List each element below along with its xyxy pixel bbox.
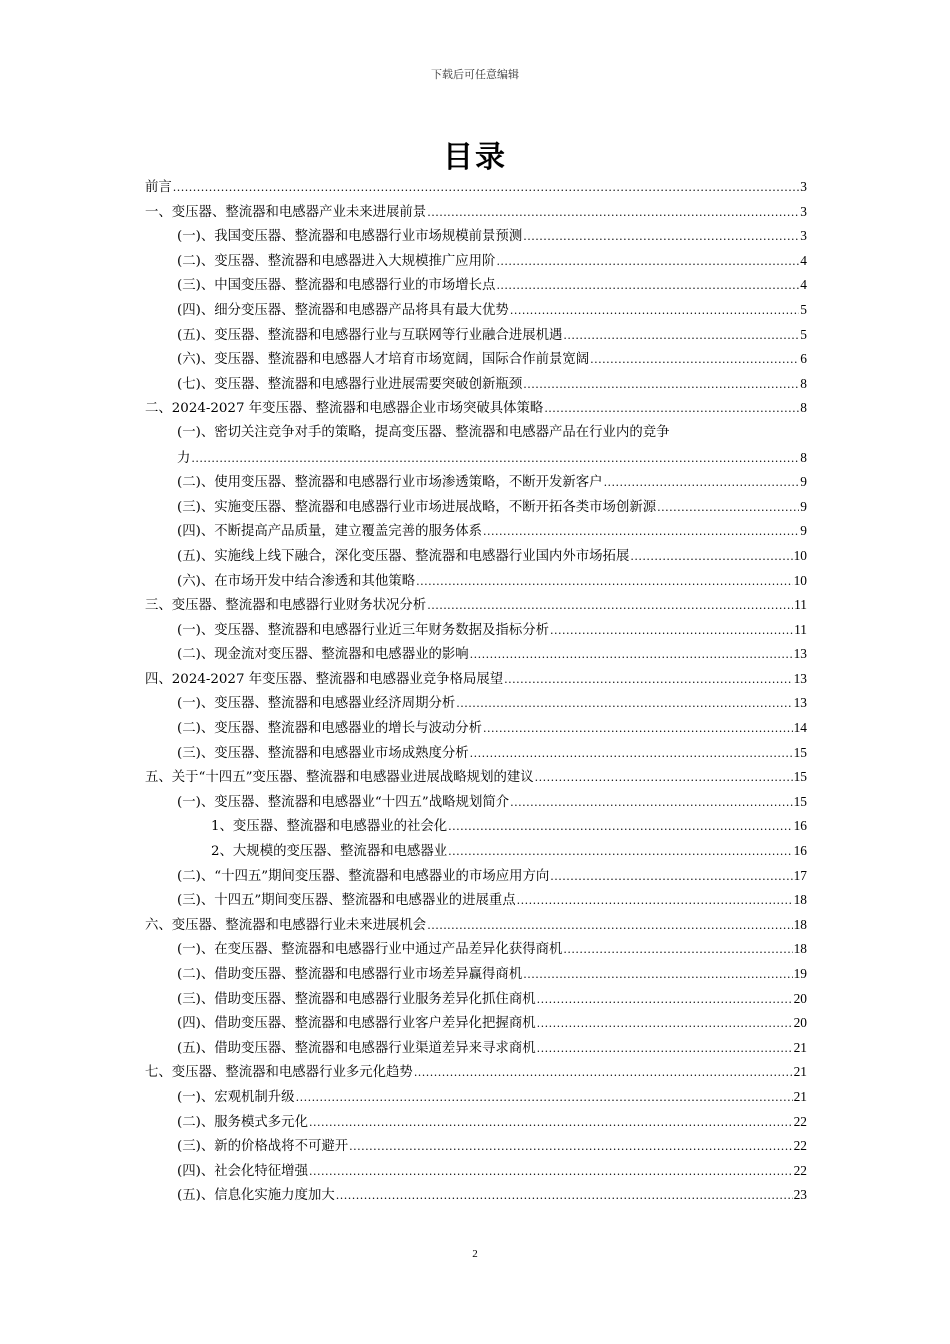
toc-leader-dots <box>414 1061 793 1086</box>
toc-entry-page: 21 <box>793 1064 807 1080</box>
toc-entry[interactable] <box>145 593 807 618</box>
toc-entry-text: 三、变压器、整流器和电感器行业财务状况分析 <box>145 598 427 614</box>
toc-entry[interactable] <box>145 249 807 274</box>
toc-entry-text: (二)、变压器、整流器和电感器进入大规模推广应用阶 <box>177 253 496 269</box>
toc-entry-page: 22 <box>793 1138 807 1154</box>
toc-leader-dots <box>483 520 799 545</box>
toc-entry-text: (一)、变压器、整流器和电感器行业近三年财务数据及指标分析 <box>177 622 549 638</box>
toc-leader-dots <box>470 742 793 767</box>
toc-leader-dots <box>550 619 793 644</box>
toc-entry-text: 五、关于“十四五”变压器、整流器和电感器业进展战略规划的建议 <box>145 770 534 786</box>
toc-entry-text: (二)、变压器、整流器和电感器业的增长与波动分析 <box>177 721 483 737</box>
toc-leader-dots <box>590 348 799 373</box>
toc-entry-page: 22 <box>793 1113 807 1129</box>
toc-leader-dots <box>550 865 792 890</box>
toc-entry-text: (一)、变压器、整流器和电感器业经济周期分析 <box>177 696 456 712</box>
toc-leader-dots <box>349 1135 792 1160</box>
toc-entry[interactable] <box>145 323 807 348</box>
toc-entry[interactable] <box>145 839 807 864</box>
toc-entry-text: (二)、“十四五”期间变压器、整流器和电感器业的市场应用方向 <box>177 868 550 884</box>
toc-entry-page: 11 <box>794 621 807 637</box>
toc-entry-page: 16 <box>793 843 807 859</box>
toc-entry-page: 9 <box>800 523 807 539</box>
toc-entry[interactable] <box>145 446 807 471</box>
toc-leader-dots <box>309 1160 793 1185</box>
toc-entry-page: 20 <box>793 1015 807 1031</box>
toc-entry-page: 18 <box>793 916 807 932</box>
toc-entry[interactable] <box>145 569 807 594</box>
toc-entry-text: (六)、在市场开发中结合渗透和其他策略 <box>177 573 416 589</box>
toc-entry-page: 8 <box>800 400 807 416</box>
toc-entry-text: (三)、借助变压器、整流器和电感器行业服务差异化抓住商机 <box>177 991 536 1007</box>
toc-leader-dots <box>470 643 793 668</box>
toc-entry-text: 一、变压器、整流器和电感器产业未来进展前景 <box>145 204 427 220</box>
toc-entry[interactable] <box>145 1060 807 1085</box>
table-of-contents <box>145 175 807 1208</box>
toc-leader-dots <box>296 1086 793 1111</box>
toc-entry-page: 18 <box>793 941 807 957</box>
toc-leader-dots <box>657 496 799 521</box>
toc-entry[interactable] <box>145 1159 807 1184</box>
toc-entry-text: (五)、借助变压器、整流器和电感器行业渠道差异来寻求商机 <box>177 1040 536 1056</box>
toc-entry-page: 13 <box>793 670 807 686</box>
toc-leader-dots <box>563 324 799 349</box>
toc-leader-dots <box>604 471 800 496</box>
toc-leader-dots <box>517 889 793 914</box>
toc-entry-text: (四)、不断提高产品质量，建立覆盖完善的服务体系 <box>177 524 483 540</box>
toc-entry[interactable] <box>145 1110 807 1135</box>
toc-entry-text: (二)、使用变压器、整流器和电感器行业市场渗透策略，不断开发新客户 <box>177 475 603 491</box>
toc-entry[interactable] <box>145 864 807 889</box>
toc-entry-page: 8 <box>800 449 807 465</box>
toc-entry[interactable] <box>145 298 807 323</box>
toc-leader-dots <box>523 963 792 988</box>
toc-entry-page: 18 <box>793 892 807 908</box>
toc-entry[interactable] <box>145 691 807 716</box>
toc-leader-dots <box>309 1111 793 1136</box>
toc-entry-text: (六)、变压器、整流器和电感器人才培育市场宽阔，国际合作前景宽阔 <box>177 352 590 368</box>
toc-entry-text: 力 <box>177 450 191 466</box>
toc-entry-page: 15 <box>793 744 807 760</box>
toc-entry[interactable] <box>145 937 807 962</box>
toc-leader-dots <box>427 914 792 939</box>
toc-entry[interactable] <box>145 200 807 225</box>
toc-entry-text: 七、变压器、整流器和电感器行业多元化趋势 <box>145 1065 413 1081</box>
toc-entry-page: 3 <box>800 179 807 194</box>
toc-entry-text: (三)、实施变压器、整流器和电感器行业市场进展战略，不断开拓各类市场创新源 <box>177 499 657 515</box>
toc-entry[interactable] <box>145 618 807 643</box>
toc-entry-page: 11 <box>794 597 807 613</box>
toc-entry[interactable] <box>145 741 807 766</box>
toc-entry[interactable] <box>145 519 807 544</box>
toc-entry[interactable] <box>145 421 807 446</box>
toc-leader-dots <box>537 1037 793 1062</box>
toc-leader-dots <box>544 397 799 422</box>
toc-entry[interactable] <box>145 470 807 495</box>
toc-entry-text: 六、变压器、整流器和电感器行业未来进展机会 <box>145 917 427 933</box>
toc-entry[interactable] <box>145 814 807 839</box>
toc-entry-page: 10 <box>793 547 807 563</box>
toc-entry-page: 15 <box>793 793 807 809</box>
toc-entry-page: 21 <box>793 1088 807 1104</box>
toc-entry[interactable] <box>145 1085 807 1110</box>
toc-entry-page: 6 <box>800 351 807 367</box>
toc-entry-text: (二)、现金流对变压器、整流器和电感器业的影响 <box>177 647 469 663</box>
toc-leader-dots <box>483 717 793 742</box>
toc-entry-page: 21 <box>793 1039 807 1055</box>
toc-entry-text: (一)、我国变压器、整流器和电感器行业市场规模前景预测 <box>177 229 523 245</box>
toc-entry-page: 17 <box>793 867 807 883</box>
toc-entry-text: (一)、宏观机制升级 <box>177 1089 295 1105</box>
toc-entry-page: 15 <box>793 769 807 785</box>
toc-leader-dots <box>537 1012 793 1037</box>
toc-entry[interactable] <box>145 273 807 298</box>
toc-leader-dots <box>427 201 799 226</box>
page-number: 2 <box>472 1248 478 1260</box>
toc-entry-text: (一)、变压器、整流器和电感器业“十四五”战略规划简介 <box>177 794 510 810</box>
toc-entry[interactable] <box>145 544 807 569</box>
toc-entry-text: (一)、密切关注竞争对手的策略，提高变压器、整流器和电感器产品在行业内的竞争 <box>177 424 670 440</box>
toc-entry-page: 22 <box>793 1162 807 1178</box>
toc-entry-text: (二)、服务模式多元化 <box>177 1114 308 1130</box>
toc-leader-dots <box>427 594 793 619</box>
toc-entry-text: (四)、社会化特征增强 <box>177 1163 308 1179</box>
toc-leader-dots <box>191 447 799 472</box>
toc-leader-dots <box>173 176 800 201</box>
toc-entry[interactable] <box>145 1036 807 1061</box>
toc-leader-dots <box>448 840 792 865</box>
toc-entry-page: 20 <box>793 990 807 1006</box>
toc-entry-text: (四)、细分变压器、整流器和电感器产品将具有最大优势 <box>177 302 509 318</box>
toc-entry-text: 1、变压器、整流器和电感器业的社会化 <box>211 819 448 835</box>
toc-entry-page: 19 <box>793 966 807 981</box>
toc-entry-text: (三)、新的价格战将不可避开 <box>177 1139 349 1155</box>
toc-entry-page: 10 <box>793 572 807 588</box>
toc-leader-dots <box>336 1184 793 1209</box>
toc-entry-page: 16 <box>793 818 807 834</box>
toc-entry[interactable] <box>145 347 807 372</box>
toc-entry-page: 4 <box>800 252 807 268</box>
toc-entry-page: 13 <box>793 646 807 662</box>
toc-entry-text: 四、2024-2027 年变压器、整流器和电感器业竞争格局展望 <box>145 671 504 687</box>
toc-entry-text: (七)、变压器、整流器和电感器行业进展需要突破创新瓶颈 <box>177 376 523 392</box>
toc-leader-dots <box>563 938 792 963</box>
toc-entry-text: (二)、借助变压器、整流器和电感器行业市场差异赢得商机 <box>177 967 523 982</box>
toc-leader-dots <box>504 668 792 693</box>
toc-entry[interactable] <box>145 1183 807 1208</box>
page-title: 目录 <box>443 140 507 175</box>
toc-leader-dots <box>448 815 792 840</box>
toc-leader-dots <box>630 545 792 570</box>
toc-entry-text: (五)、实施线上线下融合，深化变压器、整流器和电感器行业国内外市场拓展 <box>177 548 630 564</box>
toc-entry[interactable] <box>145 372 807 397</box>
toc-entry[interactable] <box>145 765 807 790</box>
toc-entry-text: (五)、信息化实施力度加大 <box>177 1188 335 1204</box>
toc-entry-page: 9 <box>800 498 807 514</box>
toc-entry-page: 23 <box>793 1187 807 1203</box>
toc-entry[interactable] <box>145 987 807 1012</box>
toc-entry[interactable] <box>145 1134 807 1159</box>
toc-entry[interactable] <box>145 224 807 249</box>
toc-leader-dots <box>535 766 793 791</box>
toc-entry[interactable] <box>145 1011 807 1036</box>
toc-leader-dots <box>510 299 799 324</box>
toc-leader-dots <box>416 570 793 595</box>
toc-entry-page: 4 <box>800 277 807 293</box>
toc-leader-dots <box>523 225 799 250</box>
toc-entry[interactable] <box>145 642 807 667</box>
toc-entry-text: 2、大规模的变压器、整流器和电感器业 <box>211 844 448 860</box>
toc-leader-dots <box>496 274 799 299</box>
toc-entry-text: 二、2024-2027 年变压器、整流器和电感器企业市场突破具体策略 <box>145 401 544 417</box>
toc-entry-page: 5 <box>800 301 807 317</box>
toc-entry[interactable] <box>145 495 807 520</box>
toc-entry-text: (三)、中国变压器、整流器和电感器行业的市场增长点 <box>177 278 496 294</box>
toc-leader-dots <box>537 988 793 1013</box>
toc-entry[interactable] <box>145 716 807 741</box>
header-note: 下载后可任意编辑 <box>431 68 519 81</box>
toc-leader-dots <box>523 373 799 398</box>
toc-entry[interactable] <box>145 913 807 938</box>
toc-entry-page: 9 <box>800 474 807 490</box>
toc-entry-page: 13 <box>793 695 807 711</box>
toc-entry-page: 14 <box>793 720 807 736</box>
toc-entry-text: (三)、十四五”期间变压器、整流器和电感器业的进展重点 <box>177 893 516 909</box>
toc-entry-page: 3 <box>800 203 807 219</box>
toc-entry[interactable] <box>145 667 807 692</box>
toc-entry-text: (三)、变压器、整流器和电感器业市场成熟度分析 <box>177 745 469 761</box>
toc-entry-page: 3 <box>800 228 807 244</box>
toc-leader-dots <box>456 692 792 717</box>
toc-entry[interactable] <box>145 396 807 421</box>
toc-entry-text: (五)、变压器、整流器和电感器行业与互联网等行业融合进展机遇 <box>177 327 563 343</box>
toc-entry[interactable] <box>145 888 807 913</box>
toc-entry-text: (一)、在变压器、整流器和电感器行业中通过产品差异化获得商机 <box>177 942 563 958</box>
toc-entry-text: (四)、借助变压器、整流器和电感器行业客户差异化把握商机 <box>177 1016 536 1032</box>
toc-entry[interactable] <box>145 962 807 987</box>
toc-entry-page: 8 <box>800 375 807 391</box>
toc-entry[interactable] <box>145 175 807 200</box>
toc-leader-dots <box>496 250 799 275</box>
toc-entry[interactable] <box>145 790 807 815</box>
toc-entry-text: 前言 <box>145 180 172 195</box>
toc-leader-dots <box>510 791 792 816</box>
toc-entry-page: 5 <box>800 326 807 342</box>
